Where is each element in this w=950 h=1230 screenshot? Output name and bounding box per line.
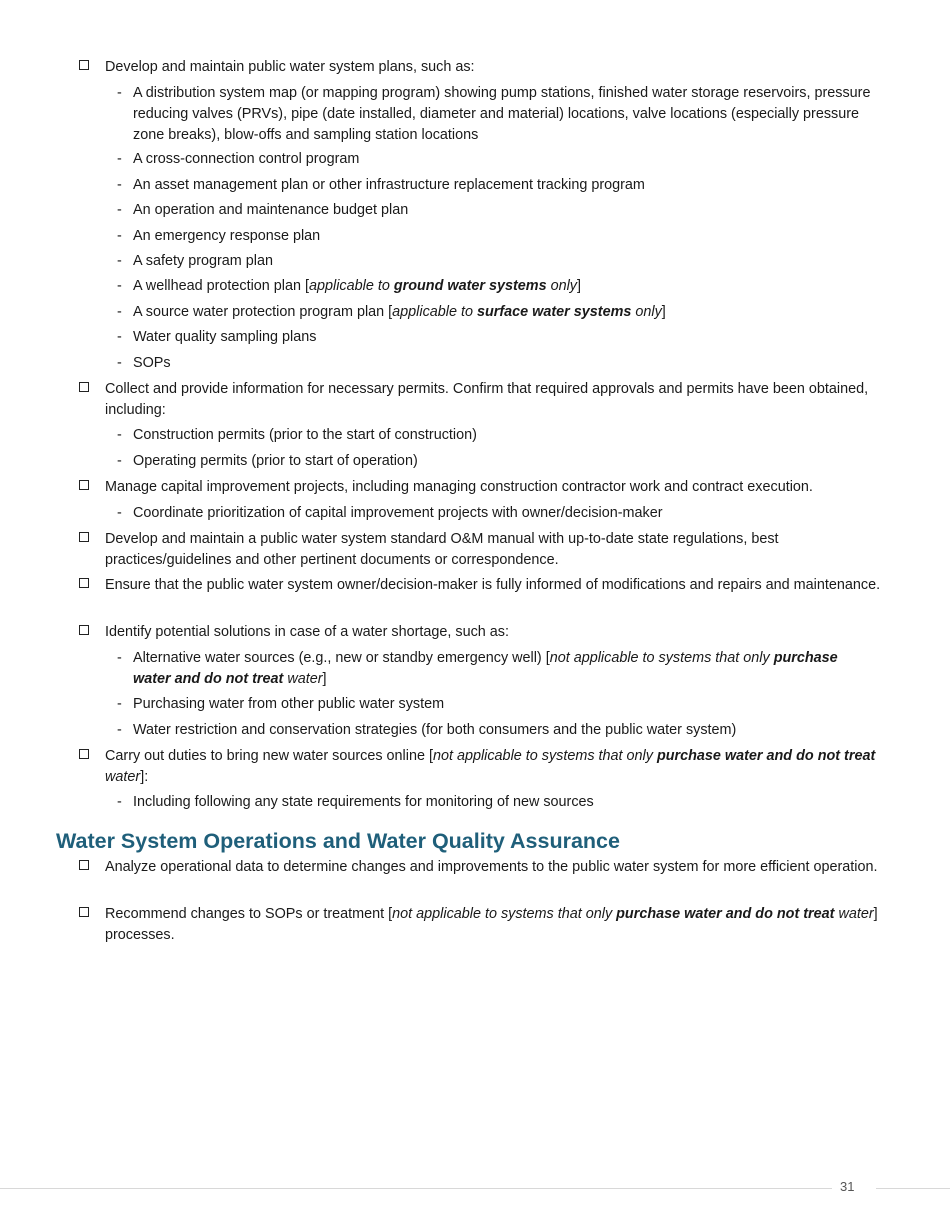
sub-item: An emergency response plan [133, 228, 321, 244]
page-number: 31 [840, 1179, 855, 1194]
checklist-item: Develop and maintain public water system plans, such as: [105, 59, 475, 75]
sub-item: SOPs [133, 355, 171, 371]
checklist-item: Develop and maintain a public water system standard O&M manual with up-to-date state regulations, best practices/guidelines and other pertinent documents or correspondence. [105, 531, 779, 568]
dash-bullet: - [117, 355, 122, 371]
sub-item: Including following any state requirements for monitoring of new sources [133, 794, 594, 810]
sub-item: Construction permits (prior to the start of construction) [133, 427, 477, 443]
sub-item: An asset management plan or other infrastructure replacement tracking program [133, 177, 645, 193]
footer-rule [876, 1188, 950, 1189]
checklist-item: Collect and provide information for necessary permits. Confirm that required approvals and permits have been obtained, including: [105, 381, 869, 418]
dash-bullet: - [117, 202, 122, 218]
dash-bullet: - [117, 696, 122, 712]
dash-bullet: - [117, 794, 122, 810]
checkbox-icon[interactable] [79, 480, 89, 490]
sub-item-wellhead: A wellhead protection plan [applicable to ground water systems only] [133, 278, 581, 294]
checkbox-icon[interactable] [79, 907, 89, 917]
dash-bullet: - [117, 304, 122, 320]
checkbox-icon[interactable] [79, 382, 89, 392]
dash-bullet: - [117, 650, 122, 666]
checklist-item: Manage capital improvement projects, including managing construction contractor work and contract execution. [105, 479, 813, 495]
checklist-item: Analyze operational data to determine changes and improvements to the public water system for more efficient operation. [105, 859, 878, 875]
sub-item: A distribution system map (or mapping program) showing pump stations, finished water storage reservoirs, pressure reducing valves (PRVs), pipe (date installed, diameter and material) locations, valve locations (especially pressure zone breaks), blow-offs and sampling station locations [133, 85, 871, 143]
sub-item: Water restriction and conservation strategies (for both consumers and the public water system) [133, 722, 737, 738]
dash-bullet: - [117, 278, 122, 294]
dash-bullet: - [117, 228, 122, 244]
checkbox-icon[interactable] [79, 532, 89, 542]
sub-item: A safety program plan [133, 253, 273, 269]
dash-bullet: - [117, 151, 122, 167]
sub-item: Purchasing water from other public water system [133, 696, 445, 712]
checkbox-icon[interactable] [79, 60, 89, 70]
footer-rule [0, 1188, 832, 1189]
sub-item: An operation and maintenance budget plan [133, 202, 409, 218]
checkbox-icon[interactable] [79, 625, 89, 635]
section-heading: Water System Operations and Water Quality Assurance [56, 829, 620, 853]
sub-item-source-water: A source water protection program plan [applicable to surface water systems only] [133, 304, 666, 320]
dash-bullet: - [117, 427, 122, 443]
sub-item: Water quality sampling plans [133, 329, 317, 345]
dash-bullet: - [117, 722, 122, 738]
dash-bullet: - [117, 177, 122, 193]
checkbox-icon[interactable] [79, 860, 89, 870]
checklist-item: Ensure that the public water system owner/decision-maker is fully informed of modifications and repairs and maintenance. [105, 577, 881, 593]
dash-bullet: - [117, 453, 122, 469]
sub-item: A cross-connection control program [133, 151, 360, 167]
checklist-item: Identify potential solutions in case of a water shortage, such as: [105, 624, 509, 640]
checkbox-icon[interactable] [79, 578, 89, 588]
sub-item: Operating permits (prior to start of operation) [133, 453, 418, 469]
sub-item-alternative-sources: Alternative water sources (e.g., new or standby emergency well) [not applicable to systems that only purchase water and do not treat water] [133, 650, 838, 687]
dash-bullet: - [117, 253, 122, 269]
dash-bullet: - [117, 329, 122, 345]
checklist-item-new-sources: Carry out duties to bring new water sources online [not applicable to systems that only purchase water and do not treat water]: [105, 748, 876, 785]
checkbox-icon[interactable] [79, 749, 89, 759]
sub-item: Coordinate prioritization of capital improvement projects with owner/decision-maker [133, 505, 663, 521]
dash-bullet: - [117, 85, 122, 101]
dash-bullet: - [117, 505, 122, 521]
checklist-item-recommend: Recommend changes to SOPs or treatment [not applicable to systems that only purchase water and do not treat water] processes. [105, 906, 878, 943]
